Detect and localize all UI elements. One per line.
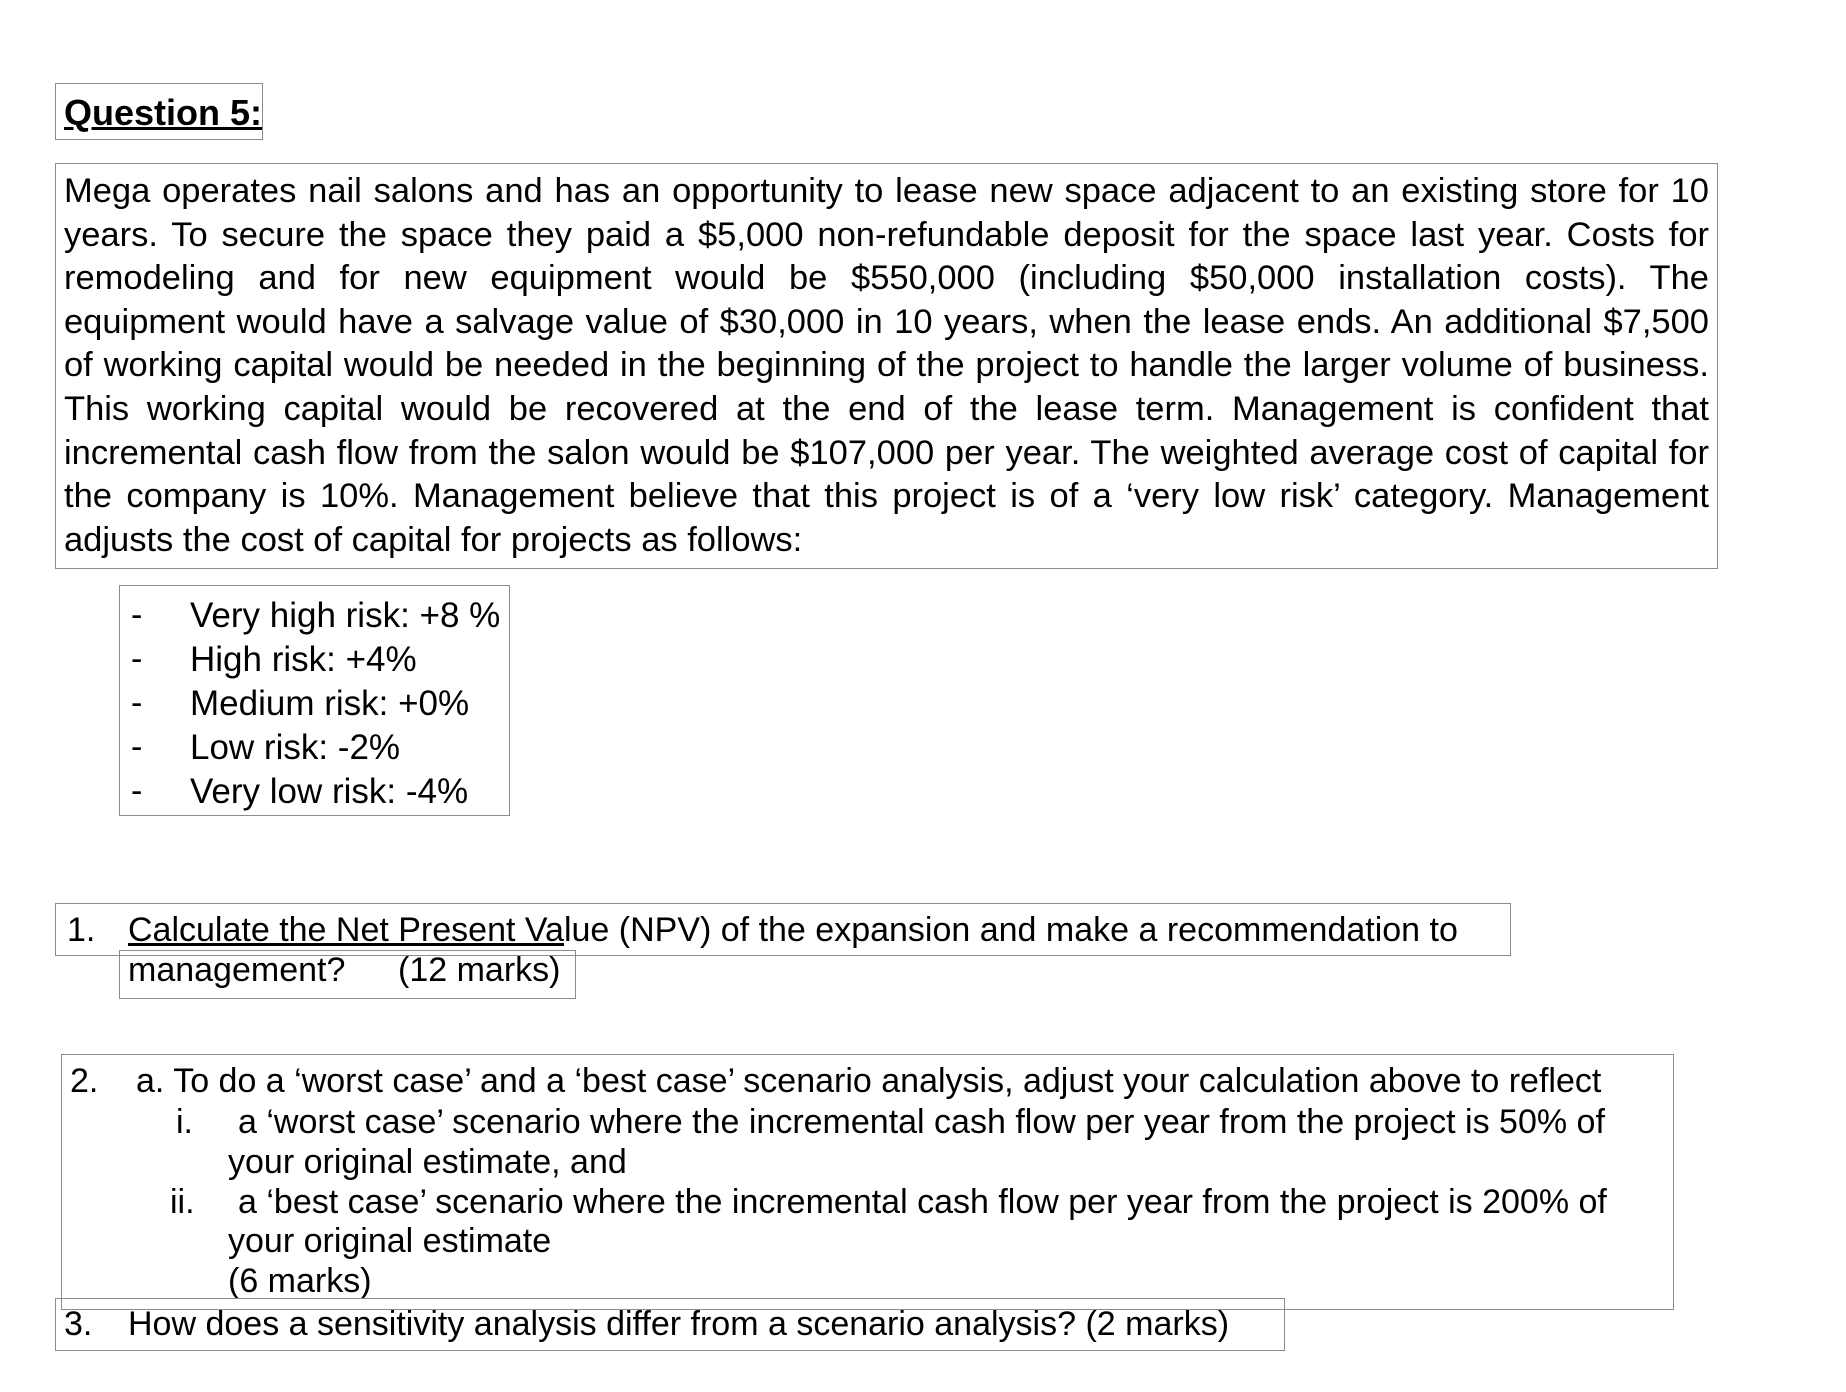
list-dash: - xyxy=(131,684,143,722)
risk-adjustment-list xyxy=(119,585,510,816)
q1-marks: (12 marks) xyxy=(398,951,561,989)
q2-marks: (6 marks) xyxy=(228,1262,372,1300)
risk-label: High risk: +4% xyxy=(190,640,417,679)
risk-label: Low risk: -2% xyxy=(190,728,401,767)
paragraph-line: Mega operates nail salons and has an opportunity to lease new space adjacent to an existing store for 10 xyxy=(64,172,1709,210)
paragraph-line: adjusts the cost of capital for projects as follows: xyxy=(64,520,803,559)
list-item xyxy=(120,640,511,684)
paragraph-line: of working capital would be needed in the beginning of the project to handle the larger volume of business. xyxy=(64,346,1709,385)
list-item xyxy=(120,772,511,816)
q2-ii-text-line2: your original estimate xyxy=(228,1222,552,1260)
risk-label: Medium risk: +0% xyxy=(190,684,470,723)
list-dash: - xyxy=(131,772,143,810)
q3-number: 3. xyxy=(64,1305,93,1343)
q1-text-rest: lue (NPV) of the expansion and make a recommendation to xyxy=(563,911,1458,949)
paragraph-line: years. To secure the space they paid a $5,000 non-refundable deposit for the space last year. Costs for xyxy=(64,215,1709,254)
paragraph-line: equipment would have a salvage value of $30,000 in 10 years, when the lease ends. An additional $7,500 xyxy=(64,302,1709,341)
q2-ii-text-line1: a ‘best case’ scenario where the incremental cash flow per year from the project is 200% of xyxy=(238,1183,1607,1221)
list-item xyxy=(120,596,511,640)
paragraph-line: incremental cash flow from the salon would be $107,000 per year. The weighted average cost of capital for xyxy=(64,433,1709,472)
q2-ii-number: ii. xyxy=(170,1183,195,1221)
q3-text: How does a sensitivity analysis differ from a scenario analysis? (2 marks) xyxy=(128,1305,1230,1343)
q2-part-a: a. To do a ‘worst case’ and a ‘best case’ scenario analysis, adjust your calculation above to reflect xyxy=(136,1062,1602,1100)
list-item xyxy=(120,684,511,728)
paragraph-line: the company is 10%. Management believe that this project is of a ‘very low risk’ category. Management xyxy=(64,477,1709,516)
paragraph-line: This working capital would be recovered at the end of the lease term. Management is confident that xyxy=(64,389,1709,428)
q1-text-line1 xyxy=(128,911,1458,950)
list-dash: - xyxy=(131,596,143,634)
paragraph-line: remodeling and for new equipment would be $550,000 (including $50,000 installation costs). The xyxy=(64,259,1709,298)
risk-label: Very low risk: -4% xyxy=(190,772,469,811)
scenario-paragraph xyxy=(64,170,1709,562)
q2-i-number: i. xyxy=(176,1103,193,1141)
q2-i-text-line2: your original estimate, and xyxy=(228,1143,627,1181)
list-item xyxy=(120,728,511,772)
q1-underlined-text: Calculate the Net Present Va xyxy=(128,911,564,949)
list-dash: - xyxy=(131,640,143,678)
q1-text-line2: management? xyxy=(128,951,346,989)
q1-number: 1. xyxy=(67,911,96,949)
question-title: Question 5: xyxy=(64,92,263,133)
list-dash: - xyxy=(131,728,143,766)
q2-number: 2. xyxy=(70,1062,99,1100)
q2-i-text-line1: a ‘worst case’ scenario where the incremental cash flow per year from the project is 50% of xyxy=(238,1103,1605,1141)
risk-label: Very high risk: +8 % xyxy=(190,596,501,635)
